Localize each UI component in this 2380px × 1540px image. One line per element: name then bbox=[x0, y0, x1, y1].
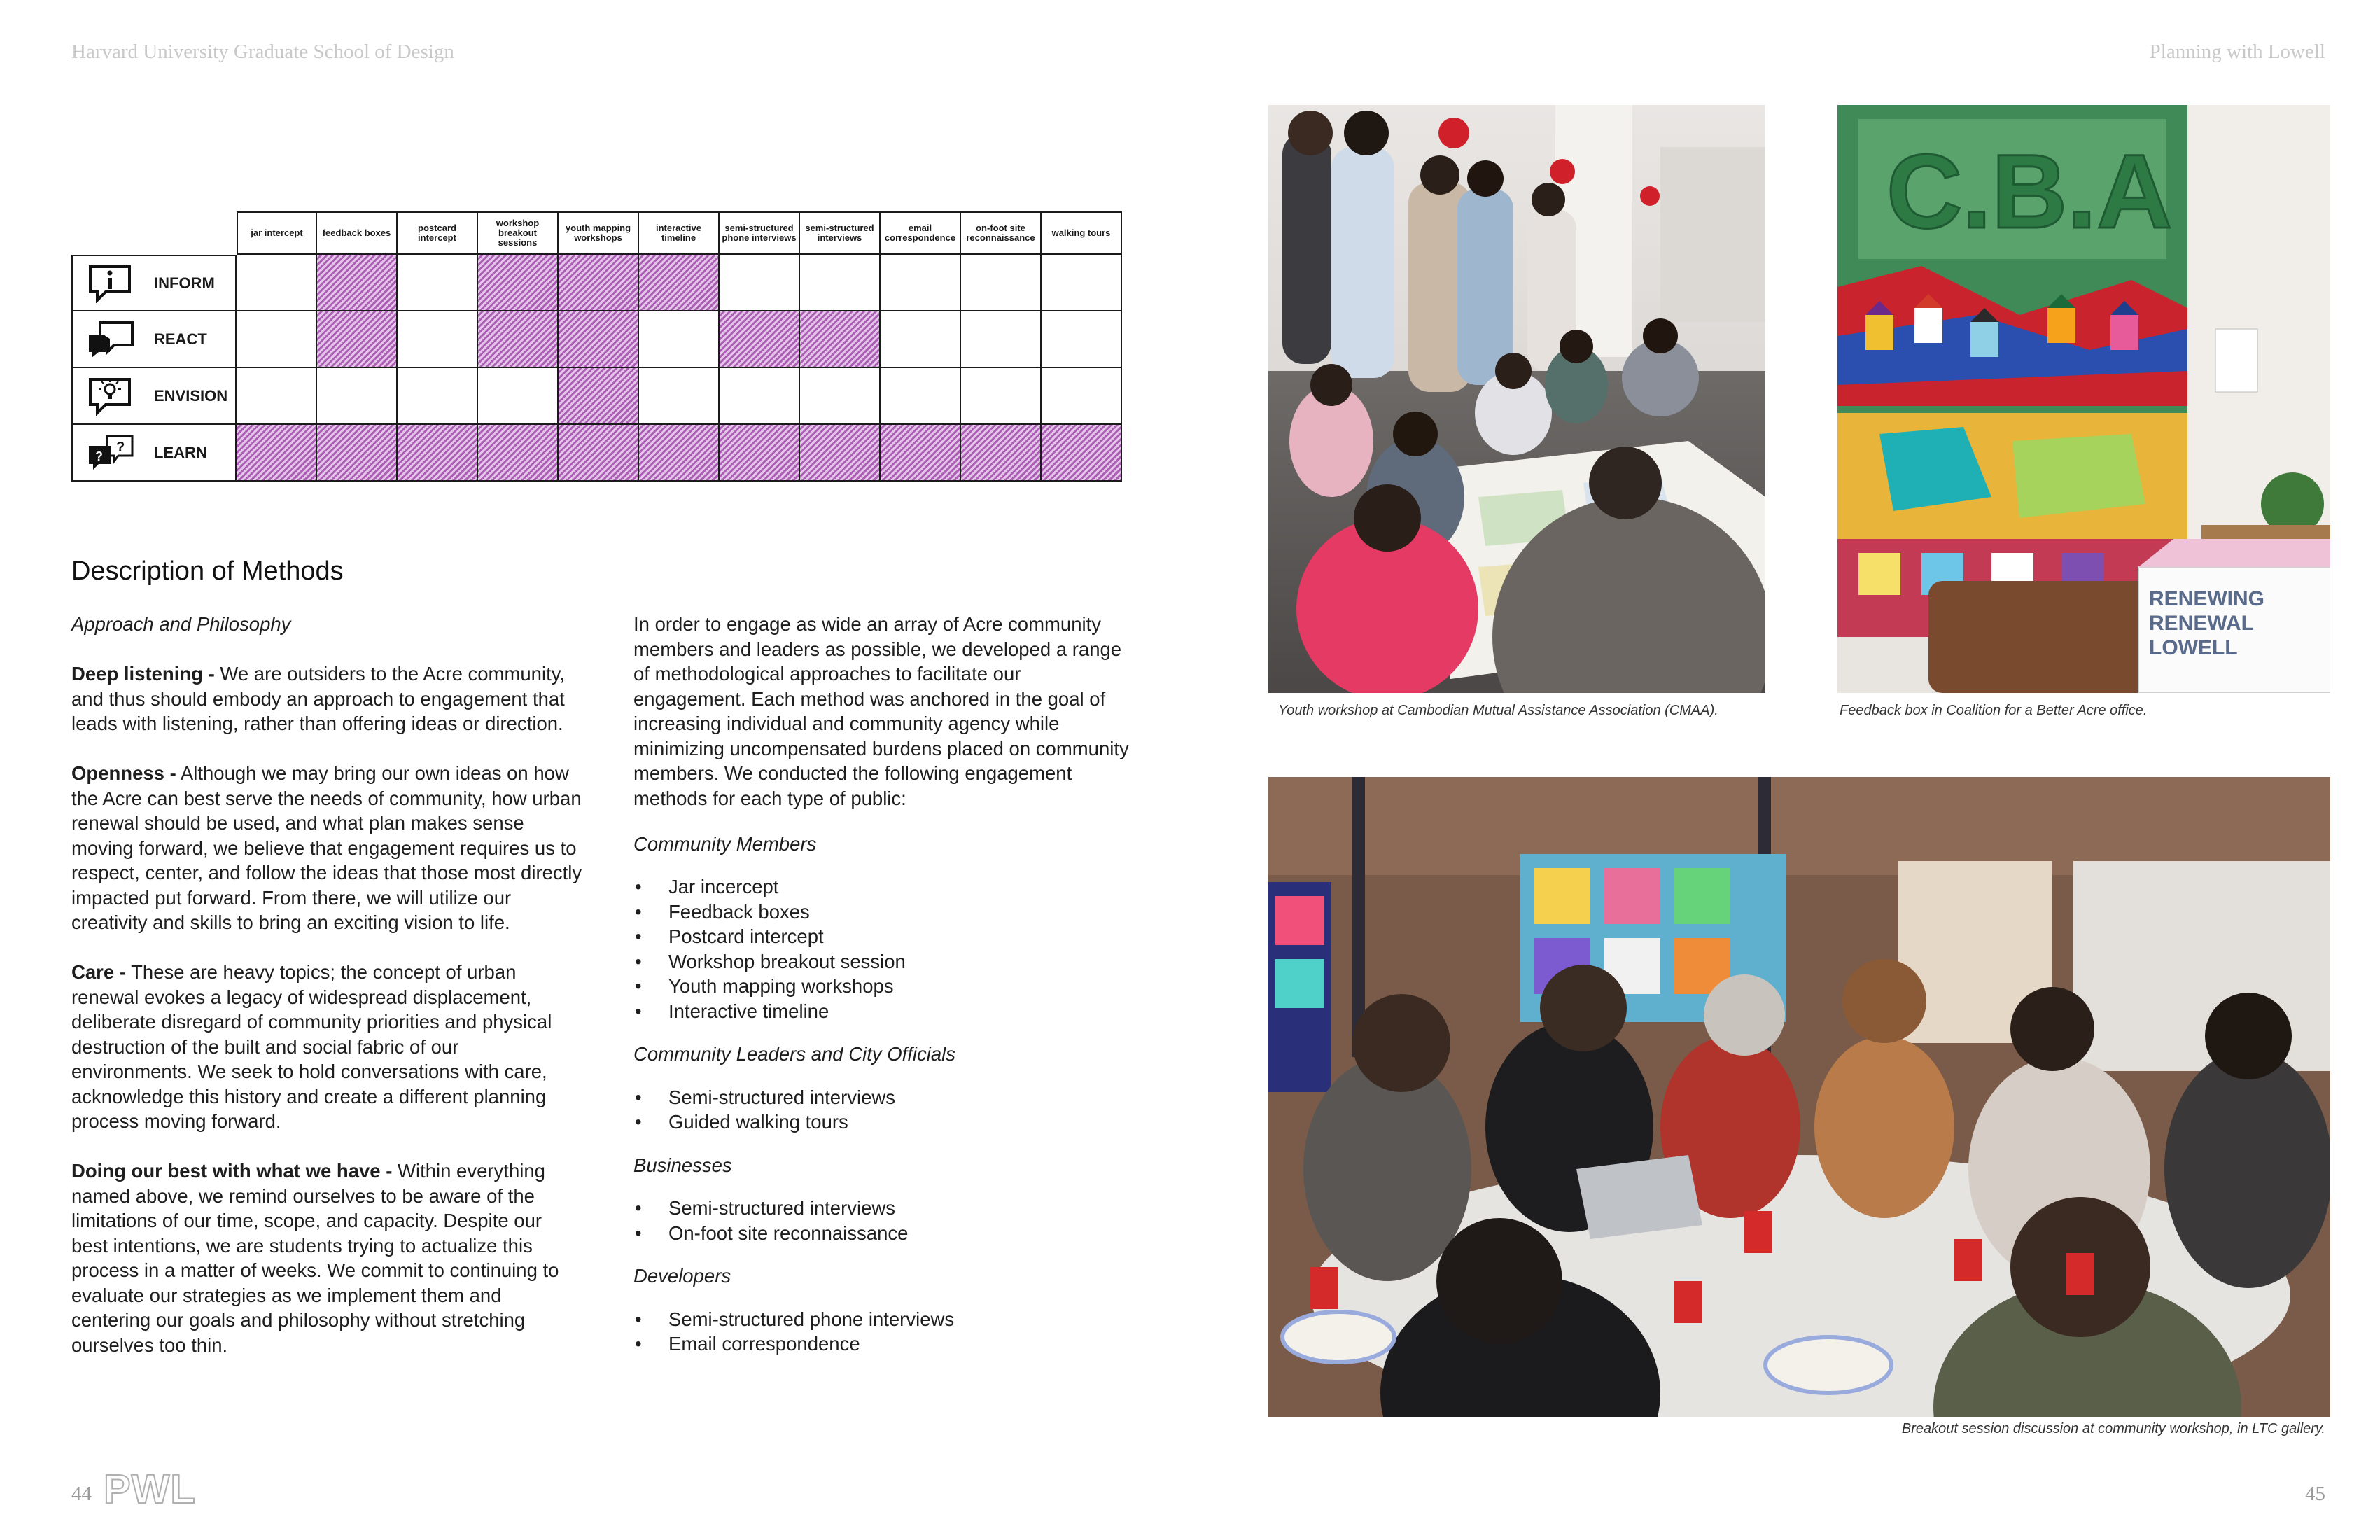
matrix-body bbox=[71, 255, 1122, 482]
method-group-heading: Community Members bbox=[634, 832, 817, 855]
matrix-column-header: semi-structured phone interviews bbox=[720, 211, 800, 255]
matrix-cell-marked bbox=[1042, 425, 1122, 482]
method-list-item: • Guided walking tours bbox=[634, 1110, 1130, 1135]
method-groups bbox=[634, 832, 1130, 1357]
matrix-column-header: workshop breakout sessions bbox=[478, 211, 559, 255]
matrix-row-label-text: ENVISION bbox=[154, 386, 228, 405]
matrix-column-header: walking tours bbox=[1042, 211, 1122, 255]
matrix-cell-empty bbox=[237, 368, 317, 425]
paragraph-text: These are heavy topics; the concept of urban renewal evokes a legacy of widespread displacement, deliberate disregard of community priorities and physical destruction of the built and social fabric of our environments. We seek to hold conversations with care, acknowledge this history and create a different planning process moving forward. bbox=[71, 961, 552, 1132]
paragraph-lead: Care - bbox=[71, 961, 126, 983]
reply-speech-bubble-icon bbox=[85, 320, 136, 359]
matrix-row-label-text: REACT bbox=[154, 330, 207, 348]
method-list-item: • On-foot site reconnaissance bbox=[634, 1221, 1130, 1246]
philosophy-column bbox=[71, 612, 582, 1382]
feedback-box-caption: Feedback box in Coalition for a Better Acre office. bbox=[1840, 703, 2148, 718]
paragraph-text: Although we may bring our own ideas on how the Acre can best serve the needs of community, how urban renewal should be used, and what plan makes sense moving forward, we believe that engagement requires us to respect, center, and follow the ideas that those most directly impacted put forward. From there, we will utilize our creativity and skills to bring an exciting vision to life. bbox=[71, 762, 582, 933]
matrix-cell-empty bbox=[1042, 255, 1122, 312]
matrix-cell-marked bbox=[559, 368, 639, 425]
feedback-box-label-2: RENEWAL bbox=[2149, 612, 2254, 635]
matrix-cell-empty bbox=[237, 255, 317, 312]
method-list-item: • Workshop breakout session bbox=[634, 949, 1130, 974]
method-group-heading: Businesses bbox=[634, 1154, 732, 1176]
matrix-column-header: postcard intercept bbox=[398, 211, 478, 255]
matrix-cell-empty bbox=[800, 368, 881, 425]
matrix-column-header: email correspondence bbox=[881, 211, 961, 255]
matrix-column-header: interactive timeline bbox=[639, 211, 720, 255]
method-list-item: • Jar incercept bbox=[634, 874, 1130, 899]
matrix-row-learn bbox=[71, 425, 1122, 482]
matrix-row-label bbox=[71, 425, 237, 482]
matrix-header-row bbox=[237, 211, 1122, 255]
youth-workshop-caption: Youth workshop at Cambodian Mutual Assistance Association (CMAA). bbox=[1278, 703, 1718, 718]
feedback-box-photo bbox=[1837, 105, 2330, 693]
methods-intro: In order to engage as wide an array of Acre community members and leaders as possible, we developed a range of methodological approaches to facilitate our engagement. Each method was anchored in the goal of increasing individual and community agency while minimizing uncompensated burdens placed on community members. We conducted the following engagement methods for each type of public: bbox=[634, 613, 1129, 809]
paragraph-lead: Doing our best with what we have - bbox=[71, 1160, 393, 1182]
method-list bbox=[634, 1196, 1130, 1245]
matrix-column-header: jar intercept bbox=[237, 211, 317, 255]
matrix-column-header: on-foot site reconnaissance bbox=[961, 211, 1042, 255]
philosophy-paragraph bbox=[71, 1158, 582, 1357]
matrix-cell-empty bbox=[478, 368, 559, 425]
matrix-cell-marked bbox=[317, 425, 398, 482]
matrix-cell-empty bbox=[800, 255, 881, 312]
matrix-row-inform bbox=[71, 255, 1122, 312]
matrix-cell-marked bbox=[398, 425, 478, 482]
method-list bbox=[634, 1085, 1130, 1135]
philosophy-paragraph bbox=[71, 662, 582, 736]
matrix-cell-marked bbox=[478, 312, 559, 368]
matrix-row-label bbox=[71, 312, 237, 368]
matrix-cell-marked bbox=[478, 255, 559, 312]
page-number-left: 44 bbox=[71, 1483, 92, 1505]
matrix-cell-empty bbox=[961, 312, 1042, 368]
matrix-cell-empty bbox=[398, 312, 478, 368]
matrix-cell-marked bbox=[881, 425, 961, 482]
method-group-heading: Community Leaders and City Officials bbox=[634, 1043, 956, 1065]
matrix-cell-empty bbox=[961, 368, 1042, 425]
method-list-item: • Interactive timeline bbox=[634, 999, 1130, 1024]
method-group-heading: Developers bbox=[634, 1265, 732, 1287]
matrix-cell-empty bbox=[398, 368, 478, 425]
matrix-cell-empty bbox=[237, 312, 317, 368]
lightbulb-speech-bubble-icon bbox=[85, 377, 136, 416]
matrix-cell-empty bbox=[720, 255, 800, 312]
matrix-cell-marked bbox=[237, 425, 317, 482]
page-number-right: 45 bbox=[2305, 1483, 2325, 1505]
matrix-cell-marked bbox=[961, 425, 1042, 482]
matrix-row-label-text: LEARN bbox=[154, 443, 207, 461]
matrix-cell-empty bbox=[720, 368, 800, 425]
matrix-cell-marked bbox=[559, 312, 639, 368]
method-list bbox=[634, 1307, 1130, 1357]
feedback-box-label: RENEWING bbox=[2149, 587, 2264, 610]
philosophy-paragraph bbox=[71, 960, 582, 1134]
method-list bbox=[634, 874, 1130, 1023]
breakout-session-photo bbox=[1268, 777, 2330, 1417]
matrix-cell-marked bbox=[800, 312, 881, 368]
matrix-column-header: feedback boxes bbox=[317, 211, 398, 255]
svg-text:?: ? bbox=[95, 449, 103, 463]
youth-workshop-photo bbox=[1268, 105, 1765, 693]
matrix-cell-empty bbox=[639, 368, 720, 425]
matrix-cell-empty bbox=[881, 368, 961, 425]
methods-matrix bbox=[71, 211, 1122, 482]
matrix-cell-empty bbox=[398, 255, 478, 312]
method-list-item: • Youth mapping workshops bbox=[634, 974, 1130, 999]
methods-column bbox=[634, 612, 1130, 1375]
method-list-item: • Semi-structured phone interviews bbox=[634, 1307, 1130, 1332]
matrix-cell-empty bbox=[1042, 368, 1122, 425]
matrix-column-header: semi-structured interviews bbox=[800, 211, 881, 255]
matrix-cell-marked bbox=[720, 312, 800, 368]
matrix-cell-marked bbox=[720, 425, 800, 482]
running-head-left: Harvard University Graduate School of Design bbox=[71, 41, 454, 63]
method-list-item: • Feedback boxes bbox=[634, 899, 1130, 925]
matrix-cell-empty bbox=[1042, 312, 1122, 368]
matrix-cell-empty bbox=[639, 312, 720, 368]
paragraph-text: Within everything named above, we remind ourselves to be aware of the limitations of our time, scope, and capacity. Despite our best intentions, we are students trying to actualize this process in a matter of weeks. We commit to continuing to evaluate our strategies as we implement them and centering our goals and philosophy without stretching ourselves too thin. bbox=[71, 1160, 559, 1356]
section-title: Description of Methods bbox=[71, 556, 344, 586]
breakout-session-caption: Breakout session discussion at community workshop, in LTC gallery. bbox=[1901, 1421, 2325, 1436]
matrix-cell-empty bbox=[317, 368, 398, 425]
method-list-item: • Semi-structured interviews bbox=[634, 1085, 1130, 1110]
philosophy-paragraph bbox=[71, 761, 582, 935]
pwl-logo: PWL bbox=[104, 1466, 196, 1512]
matrix-row-label-text: INFORM bbox=[154, 274, 215, 292]
section-subtitle: Approach and Philosophy bbox=[71, 613, 291, 635]
matrix-cell-marked bbox=[639, 425, 720, 482]
matrix-row-react bbox=[71, 312, 1122, 368]
matrix-cell-empty bbox=[881, 255, 961, 312]
feedback-box-label-3: LOWELL bbox=[2149, 636, 2238, 659]
paragraph-text: We are outsiders to the Acre community, and thus should embody an approach to engagement that leads with listening, rather than offering ideas or direction. bbox=[71, 663, 566, 734]
matrix-column-header: youth mapping workshops bbox=[559, 211, 639, 255]
method-list-item: • Postcard intercept bbox=[634, 924, 1130, 949]
matrix-cell-marked bbox=[317, 312, 398, 368]
matrix-row-label bbox=[71, 255, 237, 312]
method-list-item: • Email correspondence bbox=[634, 1331, 1130, 1357]
matrix-cell-empty bbox=[961, 255, 1042, 312]
matrix-row-label bbox=[71, 368, 237, 425]
matrix-cell-marked bbox=[639, 255, 720, 312]
matrix-cell-marked bbox=[478, 425, 559, 482]
matrix-cell-marked bbox=[559, 255, 639, 312]
matrix-row-envision bbox=[71, 368, 1122, 425]
philosophy-paragraphs bbox=[71, 662, 582, 1357]
matrix-cell-empty bbox=[881, 312, 961, 368]
question-speech-bubbles-icon bbox=[85, 433, 136, 472]
quilt-lettering: C.B.A bbox=[1886, 132, 2173, 250]
matrix-cell-marked bbox=[800, 425, 881, 482]
matrix-cell-marked bbox=[317, 255, 398, 312]
method-list-item: • Semi-structured interviews bbox=[634, 1196, 1130, 1221]
paragraph-lead: Deep listening - bbox=[71, 663, 215, 685]
running-head-right: Planning with Lowell bbox=[2149, 41, 2325, 63]
paragraph-lead: Openness - bbox=[71, 762, 176, 784]
svg-text:?: ? bbox=[116, 439, 125, 455]
matrix-cell-marked bbox=[559, 425, 639, 482]
info-speech-bubble-icon bbox=[85, 264, 136, 303]
